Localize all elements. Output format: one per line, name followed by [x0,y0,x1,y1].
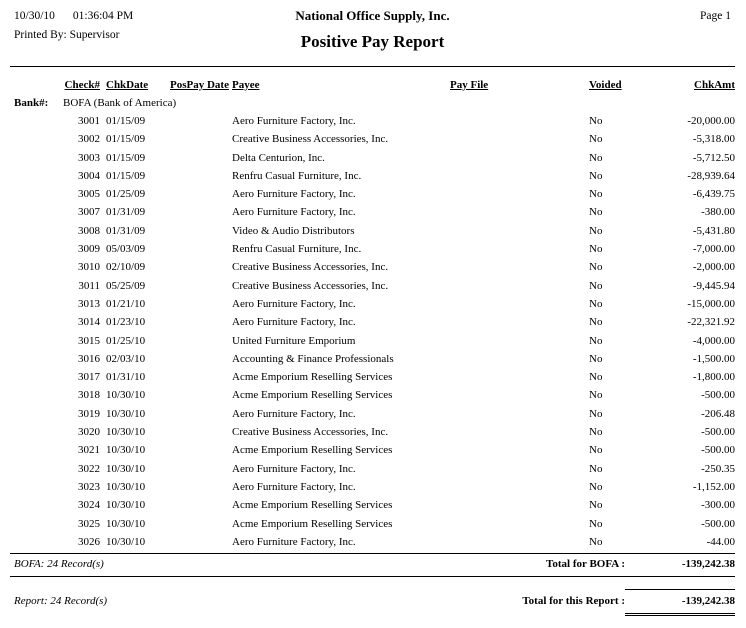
col-check-date-label: ChkDate [106,79,149,91]
check-amount: -380.00 [701,206,735,219]
check-amount: -20,000.00 [687,115,735,127]
check-row [60,423,735,441]
check-amount: -9,445.94 [692,279,735,292]
pospay-date [166,350,230,368]
check-number: 3013 [78,297,100,310]
pospay-date [166,386,230,404]
col-pospay-date-label: PosPay Date [170,79,229,91]
pay-file [448,423,585,441]
check-row [60,368,735,386]
bank-total-amount: -139,242.38 [681,558,735,571]
voided: No [589,480,603,493]
payee: Aero Furniture Factory, Inc. [232,188,356,201]
page-number: Page 1 [700,10,731,22]
pospay-date [166,478,230,496]
printed-by-label: Printed By: [14,29,67,41]
check-number: 3002 [78,133,100,146]
bank-record-count: BOFA: 24 Record(s) [14,558,104,571]
payee: Aero Furniture Factory, Inc. [232,535,356,548]
col-voided-label: Voided [589,79,622,91]
pospay-date [166,515,230,533]
voided: No [589,133,603,146]
bank-total-label: Total for BOFA : [546,558,625,571]
report-time: 01:36:04 PM [72,10,134,22]
printed-by-value: Supervisor [69,29,120,41]
column-header-row [60,75,735,95]
payee: Acme Emporium Reselling Services [232,499,393,512]
pospay-date [166,405,230,423]
check-row [60,332,735,350]
pospay-date [166,222,230,240]
bank-group-header [10,95,735,112]
payee: United Furniture Emporium [232,334,356,347]
check-amount: -300.00 [701,499,735,512]
report-rows [10,112,735,551]
payee: Creative Business Accessories, Inc. [232,279,389,292]
header-center [10,8,735,52]
pay-file [448,240,585,258]
check-date: 10/30/10 [106,517,146,530]
check-date: 01/15/09 [106,115,146,127]
voided: No [589,407,603,420]
check-date: 05/25/09 [106,279,146,292]
check-number: 3005 [78,188,100,201]
check-date: 01/21/10 [106,297,146,310]
pay-file [448,496,585,514]
pospay-date [166,441,230,459]
pay-file [448,295,585,313]
pospay-date [166,332,230,350]
col-check-number-label: Check# [64,79,100,91]
pospay-date [166,240,230,258]
check-amount: -500.00 [701,517,735,530]
check-row [60,405,735,423]
voided: No [589,206,603,219]
report-record-count: Report: 24 Record(s) [14,595,108,608]
check-row [60,222,735,240]
check-date: 05/03/09 [106,243,146,256]
company-name: National Office Supply, Inc. [295,8,450,23]
payee: Renfru Casual Furniture, Inc. [232,243,362,256]
check-date: 10/30/10 [106,426,146,439]
check-number: 3003 [78,151,100,164]
col-pospay-date [166,75,230,95]
check-date: 01/25/10 [106,334,146,347]
bank-name: BOFA (Bank of America) [63,97,177,109]
check-date: 02/10/09 [106,261,146,274]
report-total-row [10,589,735,613]
payee: Delta Centurion, Inc. [232,151,325,164]
pay-file [448,368,585,386]
pay-file [448,277,585,295]
pay-file [448,405,585,423]
check-number: 3019 [78,407,100,420]
voided: No [589,188,603,201]
check-number: 3017 [78,371,100,384]
payee: Acme Emporium Reselling Services [232,517,393,530]
pay-file [448,478,585,496]
check-date: 01/31/10 [106,371,146,384]
check-amount: -500.00 [701,426,735,439]
pospay-date [166,167,230,185]
check-amount: -5,712.50 [692,151,735,164]
payee: Acme Emporium Reselling Services [232,371,393,384]
pay-file [448,350,585,368]
col-voided [585,75,653,95]
check-number: 3010 [78,261,100,274]
voided: No [589,462,603,475]
check-amount: -1,152.00 [692,480,735,493]
check-row [60,496,735,514]
check-number: 3007 [78,206,100,219]
check-date: 10/30/10 [106,462,146,475]
check-amount: -1,500.00 [692,352,735,365]
check-number: 3023 [78,480,100,493]
pospay-date [166,496,230,514]
check-row [60,130,735,148]
check-amount: -22,321.92 [687,316,735,329]
col-payee [230,75,448,95]
check-date: 10/30/10 [106,389,146,402]
col-payee-label: Payee [232,79,260,91]
pospay-date [166,295,230,313]
payee: Creative Business Accessories, Inc. [232,426,389,439]
payee: Aero Furniture Factory, Inc. [232,297,356,310]
voided: No [589,426,603,439]
payee: Aero Furniture Factory, Inc. [232,316,356,329]
voided: No [589,535,603,548]
voided: No [589,279,603,292]
check-number: 3025 [78,517,100,530]
voided: No [589,499,603,512]
check-number: 3018 [78,389,100,402]
check-number: 3024 [78,499,100,512]
check-row [60,441,735,459]
voided: No [589,261,603,274]
pospay-date [166,130,230,148]
pospay-date [166,368,230,386]
pay-file [448,332,585,350]
col-check-amount-label: ChkAmt [694,79,735,91]
voided: No [589,316,603,329]
voided: No [589,517,603,530]
pay-file [448,460,585,478]
payee: Video & Audio Distributors [232,224,355,237]
check-date: 01/15/09 [106,169,146,182]
check-date: 01/25/09 [106,188,146,201]
check-amount: -6,439.75 [692,188,735,201]
check-row [60,478,735,496]
check-date: 10/30/10 [106,444,146,457]
pay-file [448,441,585,459]
pay-file [448,185,585,203]
check-row [60,277,735,295]
pay-file [448,203,585,221]
check-number: 3011 [78,279,100,292]
pospay-date [166,533,230,551]
check-amount: -500.00 [701,444,735,457]
check-row [60,112,735,130]
pay-file [448,167,585,185]
col-check-number [60,75,100,95]
check-row [60,386,735,404]
pay-file [448,222,585,240]
pay-file [448,533,585,551]
payee: Accounting & Finance Professionals [232,352,394,365]
check-amount: -250.35 [701,462,735,475]
payee: Aero Furniture Factory, Inc. [232,206,356,219]
check-amount: -5,318.00 [692,133,735,146]
pospay-date [166,258,230,276]
check-amount: -2,000.00 [692,261,735,274]
check-row [60,533,735,551]
check-row [60,515,735,533]
check-amount: -44.00 [706,535,735,548]
check-amount: -5,431.80 [692,224,735,237]
pay-file [448,258,585,276]
check-date: 01/15/09 [106,133,146,146]
check-number: 3021 [78,444,100,457]
check-row [60,167,735,185]
check-number: 3004 [78,169,100,182]
payee: Aero Furniture Factory, Inc. [232,480,356,493]
col-check-amount [653,75,735,95]
voided: No [589,444,603,457]
check-number: 3015 [78,334,100,347]
check-date: 01/31/09 [106,224,146,237]
check-amount: -15,000.00 [687,297,735,310]
bank-total-row [10,554,735,574]
check-row [60,295,735,313]
check-number: 3022 [78,462,100,475]
check-row [60,258,735,276]
check-row [60,313,735,331]
check-number: 3014 [78,316,100,329]
col-pay-file-label: Pay File [450,79,489,91]
check-number: 3026 [78,535,100,548]
check-amount: -28,939.64 [687,169,735,182]
check-number: 3008 [78,224,100,237]
voided: No [589,389,603,402]
check-row [60,460,735,478]
check-amount: -7,000.00 [692,243,735,256]
report-total-amount: -139,242.38 [625,589,735,616]
report-header [10,8,735,66]
report-total-label: Total for this Report : [522,595,625,608]
check-amount: -500.00 [701,389,735,402]
pospay-date [166,460,230,478]
pay-file [448,130,585,148]
payee: Creative Business Accessories, Inc. [232,133,389,146]
check-row [60,350,735,368]
voided: No [589,115,603,127]
payee: Acme Emporium Reselling Services [232,444,393,457]
pospay-date [166,313,230,331]
pospay-date [166,112,230,130]
payee: Aero Furniture Factory, Inc. [232,462,356,475]
check-date: 01/23/10 [106,316,146,329]
pospay-date [166,149,230,167]
check-number: 3016 [78,352,100,365]
voided: No [589,371,603,384]
header-divider [10,66,735,67]
check-amount: -206.48 [701,407,735,420]
report-total-divider [10,576,735,577]
check-row [60,203,735,221]
col-check-date [100,75,166,95]
pay-file [448,112,585,130]
check-number: 3009 [78,243,100,256]
check-number: 3020 [78,426,100,439]
voided: No [589,243,603,256]
payee: Aero Furniture Factory, Inc. [232,115,356,127]
check-date: 10/30/10 [106,480,146,493]
check-date: 10/30/10 [106,535,146,548]
check-date: 10/30/10 [106,407,146,420]
report-title: Positive Pay Report [300,32,445,51]
pay-file [448,313,585,331]
check-date: 01/31/09 [106,206,146,219]
payee: Renfru Casual Furniture, Inc. [232,169,362,182]
pay-file [448,149,585,167]
pospay-date [166,203,230,221]
check-row [60,149,735,167]
pay-file [448,386,585,404]
col-pay-file [448,75,585,95]
voided: No [589,169,603,182]
voided: No [589,352,603,365]
pay-file [448,515,585,533]
check-date: 02/03/10 [106,352,146,365]
check-amount: -4,000.00 [692,334,735,347]
report-date: 10/30/10 [14,10,55,22]
voided: No [589,334,603,347]
check-row [60,185,735,203]
pospay-date [166,277,230,295]
check-row [60,240,735,258]
pospay-date [166,423,230,441]
voided: No [589,151,603,164]
pospay-date [166,185,230,203]
check-date: 10/30/10 [106,499,146,512]
check-number: 3001 [78,115,100,127]
voided: No [589,297,603,310]
payee: Acme Emporium Reselling Services [232,389,393,402]
bank-number-label: Bank#: [14,97,49,109]
payee: Creative Business Accessories, Inc. [232,261,389,274]
check-date: 01/15/09 [106,151,146,164]
payee: Aero Furniture Factory, Inc. [232,407,356,420]
voided: No [589,224,603,237]
check-amount: -1,800.00 [692,371,735,384]
